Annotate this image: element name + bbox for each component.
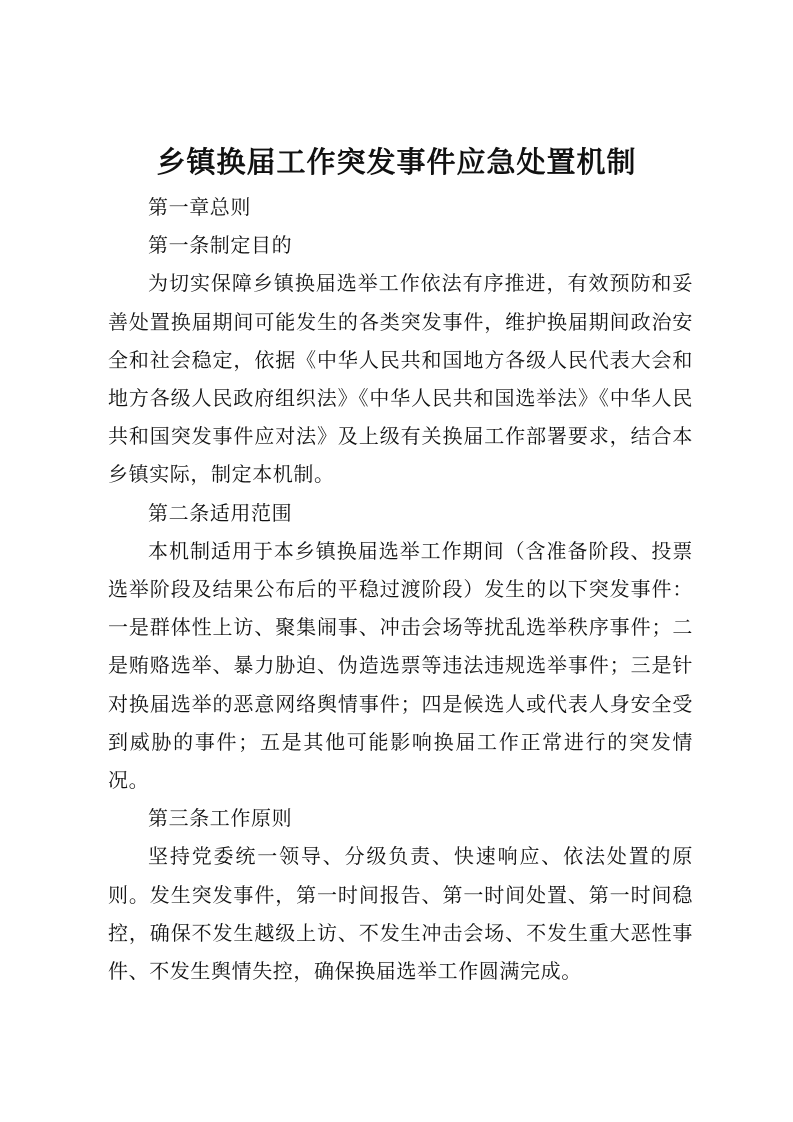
article-3-heading: 第三条工作原则 <box>148 806 293 831</box>
article-1-heading: 第一条制定目的 <box>148 233 293 258</box>
chapter-heading: 第一章总则 <box>148 195 251 219</box>
article-3-text: 坚持党委统一领导、分级负责、快速响应、依法处置的原则。发生突发事件，第一时间报告、第一时间处置、第一时间稳控，确保不发生越级上访、不发生冲击会场、不发生重大恶性事件、不发生舆情失控，确保换届选举工作圆满完成。 <box>108 844 693 984</box>
document-body <box>108 188 693 990</box>
article-1-text: 为切实保障乡镇换届选举工作依法有序推进，有效预防和妥善处置换届期间可能发生的各类突发事件，维护换届期间政治安全和社会稳定，依据《中华人民共和国地方各级人民代表大会和地方各级人民政府组织法》《中华人民共和国选举法》《中华人民共和国突发事件应对法》及上级有关换届工作部署要求，结合本乡镇实际，制定本机制。 <box>108 271 693 487</box>
article-2-text: 本机制适用于本乡镇换届选举工作期间（含准备阶段、投票选举阶段及结果公布后的平稳过渡阶段）发生的以下突发事件：一是群体性上访、聚集闹事、冲击会场等扰乱选举秩序事件；二是贿赂选举、暴力胁迫、伪造选票等违法违规选举事件；三是针对换届选举的恶意网络舆情事件；四是候选人或代表人身安全受到威胁的事件；五是其他可能影响换届工作正常进行的突发情况。 <box>108 538 693 793</box>
article-2-heading: 第二条适用范围 <box>148 500 293 525</box>
document-title: 乡镇换届工作突发事件应急处置机制 <box>156 145 637 179</box>
